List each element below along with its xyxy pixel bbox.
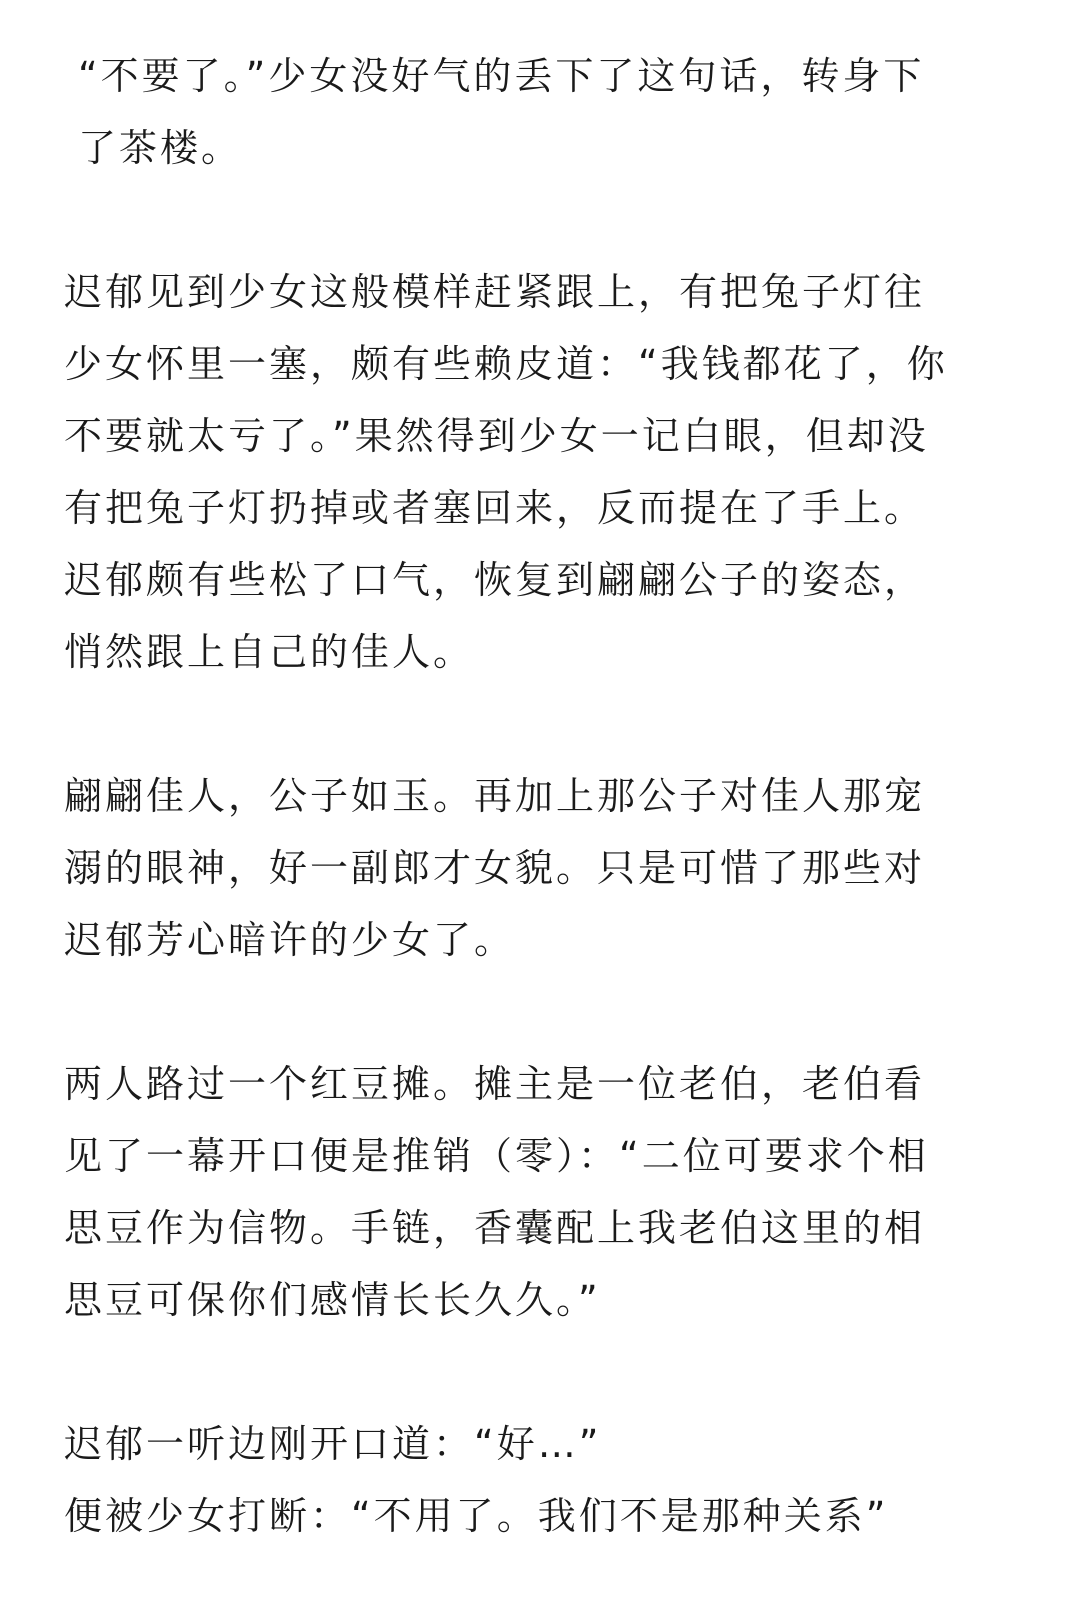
- paragraph-2: 迟郁见到少女这般模样赶紧跟上，有把兔子灯往少女怀里一塞，颇有些赖皮道：“我钱都花了，你不要就太亏了。”果然得到少女一记白眼，但却没有把兔子灯扔掉或者塞回来，反而提在了手上。迟郁颇有些松了口气，恢复到翩翩公子的姿态，悄然跟上自己的佳人。: [64, 270, 948, 674]
- article-body: [64, 40, 964, 1552]
- paragraph-1: “不要了。”少女没好气的丢下了这句话，转身下了茶楼。: [78, 54, 925, 170]
- paragraph-4: 两人路过一个红豆摊。摊主是一位老伯，老伯看见了一幕开口便是推销（零）：“二位可要求个相思豆作为信物。手链，香囊配上我老伯这里的相思豆可保你们感情长长久久。”: [64, 1062, 929, 1322]
- paragraph-3: 翩翩佳人，公子如玉。再加上那公子对佳人那宠溺的眼神，好一副郎才女貌。只是可惜了那些对迟郁芳心暗许的少女了。: [64, 774, 926, 962]
- paragraph-5: 迟郁一听边刚开口道：“好…”: [64, 1422, 602, 1466]
- paragraph-6: 便被少女打断：“不用了。我们不是那种关系”: [64, 1494, 889, 1538]
